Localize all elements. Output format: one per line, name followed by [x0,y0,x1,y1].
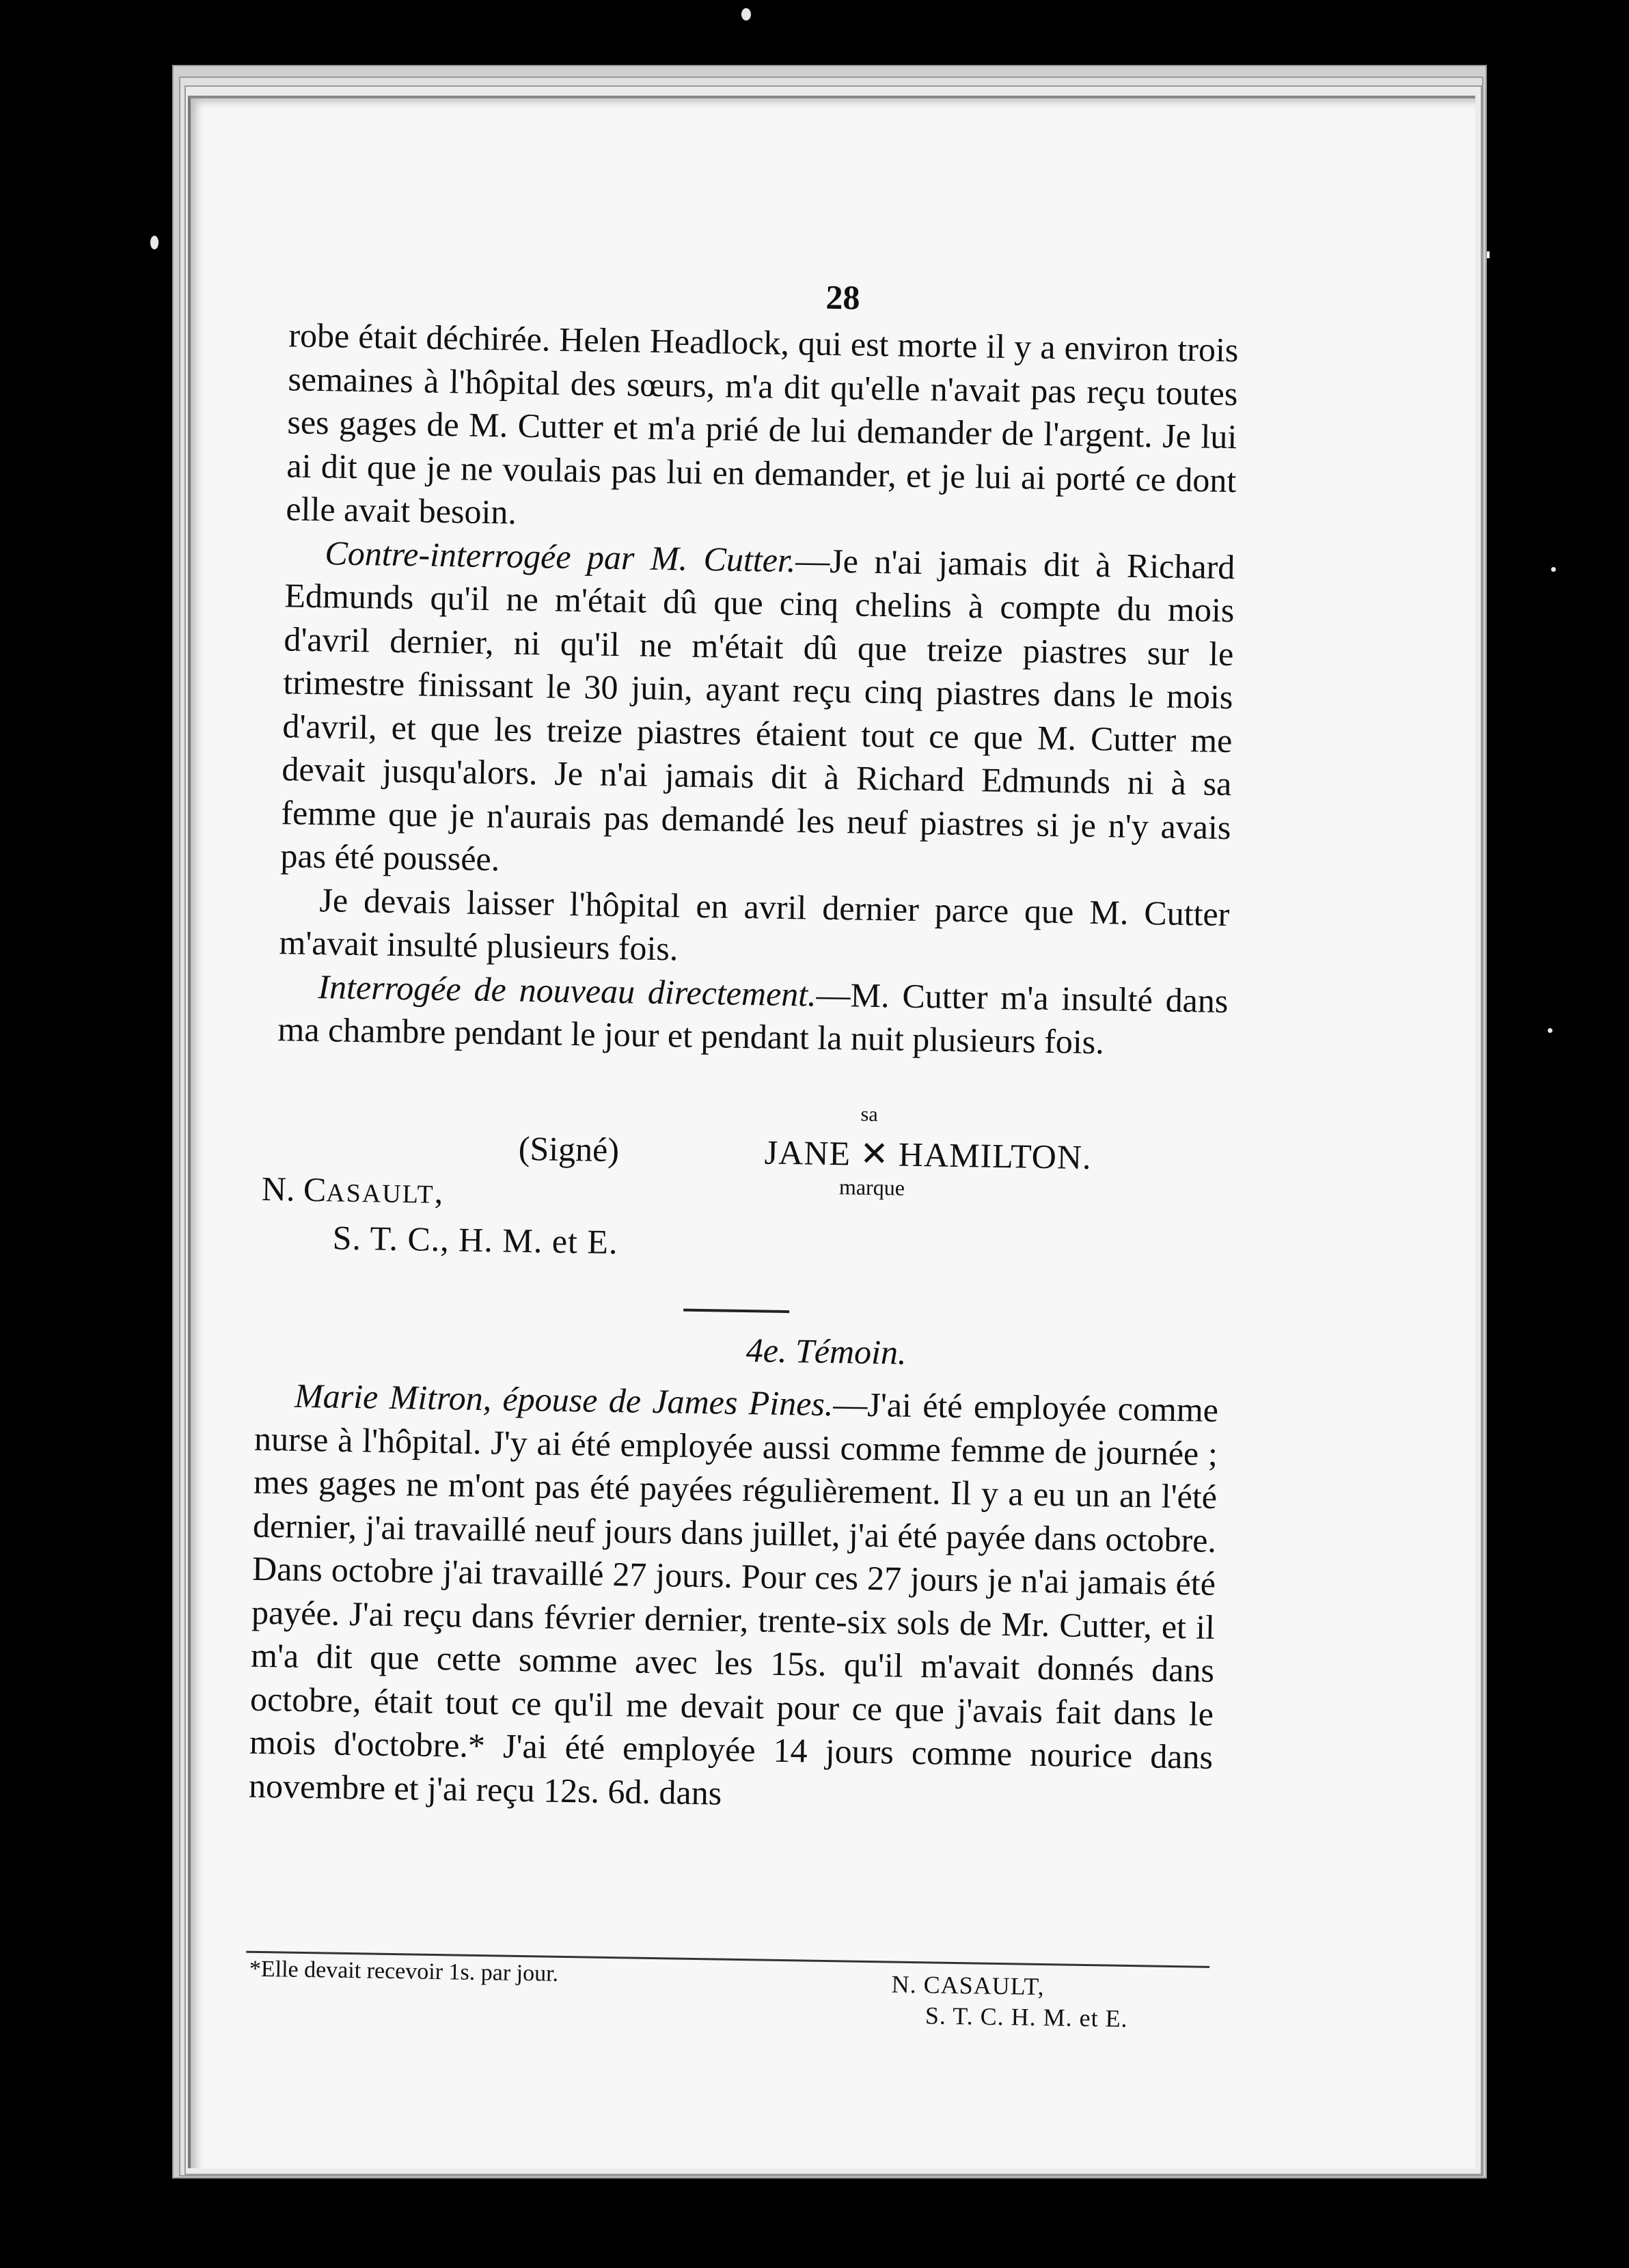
signatory-name: JANE ✕ HAMILTON. [764,1133,1092,1176]
deposition-text [277,314,1239,1066]
scan-speck [1548,1028,1552,1033]
scan-speck [741,8,751,20]
page-number: 28 [825,277,860,317]
clerk-surname: ASAULT [325,1178,435,1209]
paragraph [249,1374,1219,1823]
paragraph-text: —Je n'ai jamais dit à Richard Edmunds qu'il ne m'était dû que cinq chelins à compte du mois d'avril dernier, ni qu'il ne m'était dû que treize piastres sur le trimestre finissant le 30 juin, ayant reçu cinq piastres dans le mois d'avril, et que les treize piastres étaient tout ce que M. Cutter me devait jusqu'alors. Je n'ai jamais dit à Richard Edmunds ni à sa femme que je n'aurais pas demandé les neuf piastres si je n'y avais pas été poussée. [280,540,1235,879]
scan-speck [1551,567,1556,572]
paragraph-text: —J'ai été employée comme nurse à l'hôpital. J'y ai été employée aussi comme femme de journée ; mes gages ne m'ont pas été payées régulièrement. Il y a eu un an l'été dernier, j'ai travaillé neuf jours dans juillet, j'ai été payée dans octobre. Dans octobre j'ai travaillé 27 jours. Pour ces 27 jours je n'ai jamais été payée. J'ai reçu dans février dernier, trente-six sols de Mr. Cutter, et il m'a dit que cette somme avec les 15s. qu'il m'avait donnés dans octobre, était tout ce qu'il me devait pour ce que j'avais fait dans le mois d'octobre.* J'ai été employée 14 jours comme nourice dans novembre et j'ai reçu 12s. 6d. dans [248,1385,1219,1812]
clerk-name [261,1169,443,1211]
signed-label: (Signé) [518,1129,620,1170]
clerk-title: S. T. C., H. M. et E. [332,1218,618,1262]
clerk-initial: N. C [261,1169,327,1209]
footnote: *Elle devait recevoir 1s. par jour. [249,1956,559,1987]
scan-speck [150,236,159,249]
signature-sa-label: sa [860,1103,878,1126]
paragraph [279,878,1230,980]
witness-text [249,1374,1219,1823]
paragraph-lead: Contre-interrogée par M. Cutter. [325,533,796,579]
paragraph-text: Je devais laisser l'hôpital en avril dernier parce que M. Cutter m'avait insulté plusieurs fois. [279,880,1230,968]
paragraph-lead: Marie Mitron, épouse de James Pines. [294,1376,834,1424]
footer-signature-title: S. T. C. H. M. et E. [925,2002,1128,2032]
paragraph [280,531,1235,893]
section-separator [683,1309,789,1313]
paragraph-text: robe était déchirée. Helen Headlock, qui est morte il y a environ trois semaines à l'hôpital des sœurs, m'a dit qu'elle n'avait pas reçu toutes ses gages de M. Cutter et m'a prié de lui demander de l'argent. Je lui ai dit que je ne voulais pas lui en demander, et je lui ai porté ce dont elle avait besoin. [286,316,1239,531]
paragraph-text: —M. Cutter m'a insulté dans ma chambre pendant le jour et pendant la nuit plusieurs fois. [277,975,1229,1062]
paragraph-lead: Interrogée de nouveau directement. [318,967,817,1014]
signature-marque-label: marque [838,1174,905,1200]
footer-signature-name: N. CASAULT, [891,1970,1045,2001]
paragraph [286,314,1239,545]
page-content [172,88,1488,2178]
clerk-suffix: , [434,1172,443,1211]
witness-heading: 4e. Témoin. [745,1331,907,1372]
paragraph [277,965,1229,1066]
book-page [188,96,1475,2168]
